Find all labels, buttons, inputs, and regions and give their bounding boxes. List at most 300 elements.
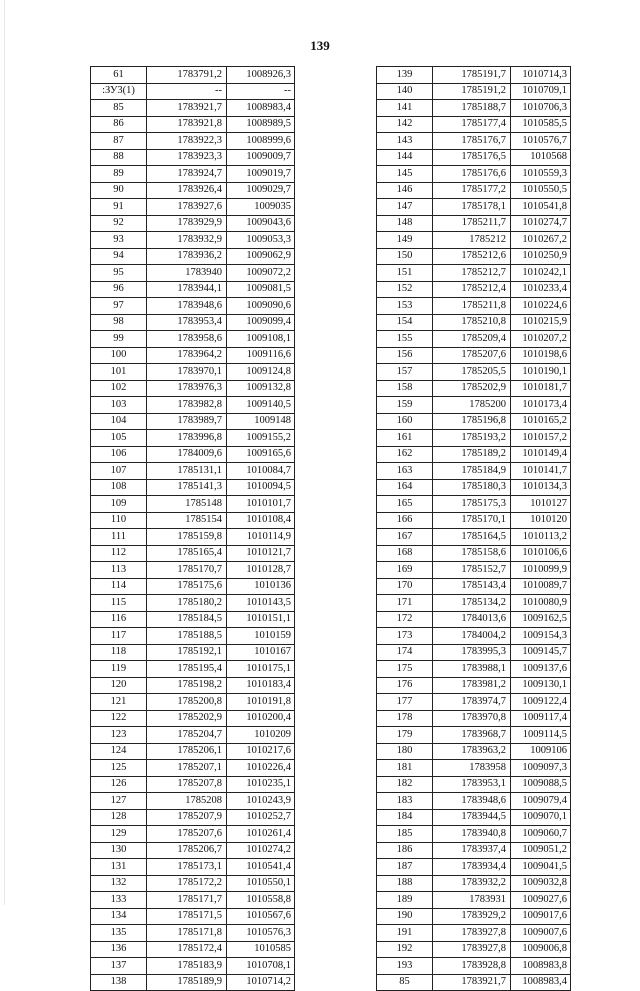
point-number-cell: 91 — [91, 199, 147, 216]
y-coordinate-cell: 1010558,8 — [227, 892, 295, 909]
x-coordinate-cell: 1783927,6 — [147, 199, 227, 216]
y-coordinate-cell: 1009117,4 — [511, 710, 571, 727]
y-coordinate-cell: 1010159 — [227, 628, 295, 645]
x-coordinate-cell: 1783929,9 — [147, 215, 227, 232]
x-coordinate-cell: 1783921,7 — [433, 974, 511, 991]
y-coordinate-cell: 1008926,3 — [227, 67, 295, 84]
x-coordinate-cell: 1785212,4 — [433, 281, 511, 298]
point-number-cell: 133 — [91, 892, 147, 909]
table-row — [91, 182, 295, 199]
y-coordinate-cell: 1010114,9 — [227, 529, 295, 546]
y-coordinate-cell: 1010165,2 — [511, 413, 571, 430]
x-coordinate-cell: 1785195,4 — [147, 661, 227, 678]
x-coordinate-cell: 1785148 — [147, 496, 227, 513]
y-coordinate-cell: 1010714,2 — [227, 974, 295, 991]
table-row — [91, 512, 295, 529]
table-row — [91, 892, 295, 909]
point-number-cell: 127 — [91, 793, 147, 810]
point-number-cell: 111 — [91, 529, 147, 546]
table-row — [91, 826, 295, 843]
point-number-cell: 175 — [377, 661, 433, 678]
table-row — [91, 743, 295, 760]
y-coordinate-cell: 1009090,6 — [227, 298, 295, 315]
y-coordinate-cell: 1010550,5 — [511, 182, 571, 199]
y-coordinate-cell: 1009070,1 — [511, 809, 571, 826]
x-coordinate-cell: 1783922,3 — [147, 133, 227, 150]
y-coordinate-cell: 1010567,6 — [227, 908, 295, 925]
x-coordinate-cell: 1785134,2 — [433, 595, 511, 612]
y-coordinate-cell: 1010084,7 — [227, 463, 295, 480]
point-number-cell: :ЗУ3(1) — [91, 83, 147, 100]
y-coordinate-cell: 1010209 — [227, 727, 295, 744]
y-coordinate-cell: 1010198,6 — [511, 347, 571, 364]
point-number-cell: 88 — [91, 149, 147, 166]
point-number-cell: 135 — [91, 925, 147, 942]
point-number-cell: 90 — [91, 182, 147, 199]
point-number-cell: 180 — [377, 743, 433, 760]
y-coordinate-cell: 1010250,9 — [511, 248, 571, 265]
point-number-cell: 136 — [91, 941, 147, 958]
x-coordinate-cell: 1783989,7 — [147, 413, 227, 430]
table-row — [377, 496, 571, 513]
scan-margin-line — [4, 0, 5, 905]
x-coordinate-cell: 1783791,2 — [147, 67, 227, 84]
x-coordinate-cell: 1785173,1 — [147, 859, 227, 876]
point-number-cell: 120 — [91, 677, 147, 694]
table-row — [377, 545, 571, 562]
point-number-cell: 98 — [91, 314, 147, 331]
x-coordinate-cell: 1785175,3 — [433, 496, 511, 513]
table-row — [377, 826, 571, 843]
table-row — [91, 809, 295, 826]
y-coordinate-cell: 1009148 — [227, 413, 295, 430]
point-number-cell: 160 — [377, 413, 433, 430]
point-number-cell: 186 — [377, 842, 433, 859]
x-coordinate-cell: 1785191,7 — [433, 67, 511, 84]
table-row — [91, 562, 295, 579]
y-coordinate-cell: 1009032,8 — [511, 875, 571, 892]
table-row — [91, 727, 295, 744]
x-coordinate-cell: 1785164,5 — [433, 529, 511, 546]
point-number-cell: 121 — [91, 694, 147, 711]
x-coordinate-cell: 1783932,9 — [147, 232, 227, 249]
point-number-cell: 119 — [91, 661, 147, 678]
x-coordinate-cell: 1785209,4 — [433, 331, 511, 348]
y-coordinate-cell: 1010235,1 — [227, 776, 295, 793]
y-coordinate-cell: 1010541,4 — [227, 859, 295, 876]
x-coordinate-cell: 1783970,1 — [147, 364, 227, 381]
point-number-cell: 108 — [91, 479, 147, 496]
table-row — [377, 199, 571, 216]
y-coordinate-cell: 1009062,9 — [227, 248, 295, 265]
table-row — [377, 430, 571, 447]
y-coordinate-cell: 1010559,3 — [511, 166, 571, 183]
table-row — [377, 842, 571, 859]
x-coordinate-cell: 1785184,5 — [147, 611, 227, 628]
x-coordinate-cell: 1785188,7 — [433, 100, 511, 117]
y-coordinate-cell: 1010106,6 — [511, 545, 571, 562]
point-number-cell: 157 — [377, 364, 433, 381]
coordinates-table-left-body — [91, 67, 295, 991]
table-row — [377, 512, 571, 529]
x-coordinate-cell: 1783924,7 — [147, 166, 227, 183]
y-coordinate-cell: 1009097,3 — [511, 760, 571, 777]
x-coordinate-cell: 1785191,2 — [433, 83, 511, 100]
point-number-cell: 85 — [377, 974, 433, 991]
x-coordinate-cell: 1785207,1 — [147, 760, 227, 777]
x-coordinate-cell: 1783927,8 — [433, 941, 511, 958]
y-coordinate-cell: -- — [227, 83, 295, 100]
table-row — [91, 644, 295, 661]
y-coordinate-cell: 1010167 — [227, 644, 295, 661]
table-row — [91, 430, 295, 447]
table-row — [377, 446, 571, 463]
x-coordinate-cell: 1785171,8 — [147, 925, 227, 942]
x-coordinate-cell: 1783944,1 — [147, 281, 227, 298]
page-number: 139 — [310, 38, 330, 53]
point-number-cell: 85 — [91, 100, 147, 117]
y-coordinate-cell: 1010173,4 — [511, 397, 571, 414]
table-row — [377, 166, 571, 183]
x-coordinate-cell: 1785189,2 — [433, 446, 511, 463]
table-row — [377, 248, 571, 265]
table-row — [91, 248, 295, 265]
table-row — [377, 908, 571, 925]
table-row — [377, 331, 571, 348]
x-coordinate-cell: 1783976,3 — [147, 380, 227, 397]
y-coordinate-cell: 1008983,4 — [227, 100, 295, 117]
point-number-cell: 193 — [377, 958, 433, 975]
point-number-cell: 131 — [91, 859, 147, 876]
table-row — [91, 545, 295, 562]
table-row — [377, 958, 571, 975]
point-number-cell: 190 — [377, 908, 433, 925]
y-coordinate-cell: 1009114,5 — [511, 727, 571, 744]
table-row — [91, 413, 295, 430]
point-number-cell: 104 — [91, 413, 147, 430]
table-row — [91, 941, 295, 958]
x-coordinate-cell: 1784004,2 — [433, 628, 511, 645]
table-row — [91, 83, 295, 100]
coordinates-table-right — [376, 66, 571, 991]
x-coordinate-cell: 1783931 — [433, 892, 511, 909]
y-coordinate-cell: 1010274,2 — [227, 842, 295, 859]
table-row — [377, 892, 571, 909]
point-number-cell: 173 — [377, 628, 433, 645]
x-coordinate-cell: 1785180,3 — [433, 479, 511, 496]
point-number-cell: 145 — [377, 166, 433, 183]
point-number-cell: 182 — [377, 776, 433, 793]
point-number-cell: 146 — [377, 182, 433, 199]
x-coordinate-cell: 1785206,1 — [147, 743, 227, 760]
point-number-cell: 128 — [91, 809, 147, 826]
table-row — [91, 661, 295, 678]
point-number-cell: 125 — [91, 760, 147, 777]
table-row — [91, 760, 295, 777]
y-coordinate-cell: 1010261,4 — [227, 826, 295, 843]
x-coordinate-cell: 1783996,8 — [147, 430, 227, 447]
table-row — [377, 182, 571, 199]
y-coordinate-cell: 1009072,2 — [227, 265, 295, 282]
x-coordinate-cell: 1783944,5 — [433, 809, 511, 826]
point-number-cell: 159 — [377, 397, 433, 414]
y-coordinate-cell: 1010157,2 — [511, 430, 571, 447]
table-row — [377, 529, 571, 546]
x-coordinate-cell: 1785171,5 — [147, 908, 227, 925]
table-row — [91, 265, 295, 282]
x-coordinate-cell: 1785207,6 — [147, 826, 227, 843]
y-coordinate-cell: 1009027,6 — [511, 892, 571, 909]
y-coordinate-cell: 1010121,7 — [227, 545, 295, 562]
x-coordinate-cell: 1783940 — [147, 265, 227, 282]
x-coordinate-cell: 1784009,6 — [147, 446, 227, 463]
table-row — [377, 67, 571, 84]
table-row — [91, 595, 295, 612]
x-coordinate-cell: 1784013,6 — [433, 611, 511, 628]
table-row — [91, 842, 295, 859]
table-row — [91, 677, 295, 694]
x-coordinate-cell: 1783932,2 — [433, 875, 511, 892]
point-number-cell: 153 — [377, 298, 433, 315]
point-number-cell: 92 — [91, 215, 147, 232]
point-number-cell: 176 — [377, 677, 433, 694]
point-number-cell: 158 — [377, 380, 433, 397]
point-number-cell: 110 — [91, 512, 147, 529]
table-row — [377, 628, 571, 645]
x-coordinate-cell: 1783934,4 — [433, 859, 511, 876]
x-coordinate-cell: 1783923,3 — [147, 149, 227, 166]
x-coordinate-cell: 1785158,6 — [433, 545, 511, 562]
point-number-cell: 138 — [91, 974, 147, 991]
y-coordinate-cell: 1010108,4 — [227, 512, 295, 529]
point-number-cell: 148 — [377, 215, 433, 232]
y-coordinate-cell: 1009132,8 — [227, 380, 295, 397]
y-coordinate-cell: 1009155,2 — [227, 430, 295, 447]
y-coordinate-cell: 1010175,1 — [227, 661, 295, 678]
x-coordinate-cell: 1785206,7 — [147, 842, 227, 859]
y-coordinate-cell: 1009124,8 — [227, 364, 295, 381]
table-row — [377, 100, 571, 117]
table-row — [377, 694, 571, 711]
x-coordinate-cell: 1785165,4 — [147, 545, 227, 562]
point-number-cell: 162 — [377, 446, 433, 463]
y-coordinate-cell: 1010242,1 — [511, 265, 571, 282]
table-row — [377, 776, 571, 793]
x-coordinate-cell: 1785208 — [147, 793, 227, 810]
y-coordinate-cell: 1010149,4 — [511, 446, 571, 463]
point-number-cell: 109 — [91, 496, 147, 513]
y-coordinate-cell: 1009162,5 — [511, 611, 571, 628]
y-coordinate-cell: 1010252,7 — [227, 809, 295, 826]
y-coordinate-cell: 1010550,1 — [227, 875, 295, 892]
y-coordinate-cell: 1009009,7 — [227, 149, 295, 166]
x-coordinate-cell: 1783981,2 — [433, 677, 511, 694]
point-number-cell: 191 — [377, 925, 433, 942]
point-number-cell: 61 — [91, 67, 147, 84]
x-coordinate-cell: 1783926,4 — [147, 182, 227, 199]
point-number-cell: 126 — [91, 776, 147, 793]
table-row — [91, 776, 295, 793]
table-row — [377, 133, 571, 150]
point-number-cell: 102 — [91, 380, 147, 397]
y-coordinate-cell: 1009088,5 — [511, 776, 571, 793]
x-coordinate-cell: 1785171,7 — [147, 892, 227, 909]
x-coordinate-cell: 1785180,2 — [147, 595, 227, 612]
y-coordinate-cell: 1010568 — [511, 149, 571, 166]
point-number-cell: 122 — [91, 710, 147, 727]
x-coordinate-cell: 1785211,8 — [433, 298, 511, 315]
point-number-cell: 103 — [91, 397, 147, 414]
x-coordinate-cell: 1785188,5 — [147, 628, 227, 645]
point-number-cell: 143 — [377, 133, 433, 150]
point-number-cell: 106 — [91, 446, 147, 463]
table-row — [91, 875, 295, 892]
x-coordinate-cell: 1785212,7 — [433, 265, 511, 282]
x-coordinate-cell: 1785170,7 — [147, 562, 227, 579]
table-row — [91, 628, 295, 645]
x-coordinate-cell: 1785210,8 — [433, 314, 511, 331]
point-number-cell: 141 — [377, 100, 433, 117]
x-coordinate-cell: 1783937,4 — [433, 842, 511, 859]
y-coordinate-cell: 1009029,7 — [227, 182, 295, 199]
point-number-cell: 142 — [377, 116, 433, 133]
table-row — [377, 83, 571, 100]
y-coordinate-cell: 1010134,3 — [511, 479, 571, 496]
table-row — [377, 859, 571, 876]
table-row — [377, 578, 571, 595]
point-number-cell: 100 — [91, 347, 147, 364]
table-row — [377, 925, 571, 942]
table-row — [377, 413, 571, 430]
table-row — [91, 314, 295, 331]
x-coordinate-cell: 1783974,7 — [433, 694, 511, 711]
point-number-cell: 114 — [91, 578, 147, 595]
y-coordinate-cell: 1010128,7 — [227, 562, 295, 579]
table-row — [91, 199, 295, 216]
table-row — [91, 149, 295, 166]
y-coordinate-cell: 1010094,5 — [227, 479, 295, 496]
y-coordinate-cell: 1010224,6 — [511, 298, 571, 315]
y-coordinate-cell: 1010183,4 — [227, 677, 295, 694]
point-number-cell: 134 — [91, 908, 147, 925]
x-coordinate-cell: 1785159,8 — [147, 529, 227, 546]
point-number-cell: 107 — [91, 463, 147, 480]
point-number-cell: 183 — [377, 793, 433, 810]
table-row — [91, 694, 295, 711]
x-coordinate-cell: 1785143,4 — [433, 578, 511, 595]
x-coordinate-cell: 1783958,6 — [147, 331, 227, 348]
x-coordinate-cell: 1785193,2 — [433, 430, 511, 447]
x-coordinate-cell: 1783953,1 — [433, 776, 511, 793]
point-number-cell: 130 — [91, 842, 147, 859]
y-coordinate-cell: 1010181,7 — [511, 380, 571, 397]
table-row — [91, 958, 295, 975]
table-row — [377, 116, 571, 133]
point-number-cell: 93 — [91, 232, 147, 249]
table-row — [91, 479, 295, 496]
table-row — [377, 347, 571, 364]
y-coordinate-cell: 1009106 — [511, 743, 571, 760]
y-coordinate-cell: 1010541,8 — [511, 199, 571, 216]
point-number-cell: 189 — [377, 892, 433, 909]
table-row — [91, 397, 295, 414]
y-coordinate-cell: 1009079,4 — [511, 793, 571, 810]
y-coordinate-cell: 1010207,2 — [511, 331, 571, 348]
point-number-cell: 112 — [91, 545, 147, 562]
x-coordinate-cell: 1785192,1 — [147, 644, 227, 661]
point-number-cell: 168 — [377, 545, 433, 562]
point-number-cell: 118 — [91, 644, 147, 661]
point-number-cell: 139 — [377, 67, 433, 84]
table-row — [377, 479, 571, 496]
x-coordinate-cell: 1785184,9 — [433, 463, 511, 480]
x-coordinate-cell: -- — [147, 83, 227, 100]
point-number-cell: 164 — [377, 479, 433, 496]
x-coordinate-cell: 1785176,6 — [433, 166, 511, 183]
point-number-cell: 178 — [377, 710, 433, 727]
table-row — [91, 116, 295, 133]
point-number-cell: 86 — [91, 116, 147, 133]
y-coordinate-cell: 1010113,2 — [511, 529, 571, 546]
point-number-cell: 165 — [377, 496, 433, 513]
x-coordinate-cell: 1785211,7 — [433, 215, 511, 232]
y-coordinate-cell: 1009130,1 — [511, 677, 571, 694]
table-row — [377, 298, 571, 315]
x-coordinate-cell: 1785198,2 — [147, 677, 227, 694]
x-coordinate-cell: 1785202,9 — [433, 380, 511, 397]
point-number-cell: 140 — [377, 83, 433, 100]
y-coordinate-cell: 1010576,7 — [511, 133, 571, 150]
y-coordinate-cell: 1009007,6 — [511, 925, 571, 942]
table-row — [91, 463, 295, 480]
x-coordinate-cell: 1783964,2 — [147, 347, 227, 364]
point-number-cell: 155 — [377, 331, 433, 348]
x-coordinate-cell: 1785207,6 — [433, 347, 511, 364]
point-number-cell: 150 — [377, 248, 433, 265]
point-number-cell: 161 — [377, 430, 433, 447]
point-number-cell: 172 — [377, 611, 433, 628]
table-row — [377, 760, 571, 777]
x-coordinate-cell: 1785131,1 — [147, 463, 227, 480]
y-coordinate-cell: 1009145,7 — [511, 644, 571, 661]
table-row — [91, 232, 295, 249]
y-coordinate-cell: 1010714,3 — [511, 67, 571, 84]
y-coordinate-cell: 1009017,6 — [511, 908, 571, 925]
y-coordinate-cell: 1010215,9 — [511, 314, 571, 331]
table-row — [377, 562, 571, 579]
y-coordinate-cell: 1009099,4 — [227, 314, 295, 331]
x-coordinate-cell: 1785176,7 — [433, 133, 511, 150]
y-coordinate-cell: 1009165,6 — [227, 446, 295, 463]
x-coordinate-cell: 1783940,8 — [433, 826, 511, 843]
y-coordinate-cell: 1009108,1 — [227, 331, 295, 348]
x-coordinate-cell: 1783948,6 — [433, 793, 511, 810]
table-row — [377, 875, 571, 892]
y-coordinate-cell: 1010274,7 — [511, 215, 571, 232]
table-row — [91, 710, 295, 727]
point-number-cell: 132 — [91, 875, 147, 892]
y-coordinate-cell: 1010101,7 — [227, 496, 295, 513]
x-coordinate-cell: 1783970,8 — [433, 710, 511, 727]
table-row — [91, 331, 295, 348]
table-row — [91, 908, 295, 925]
point-number-cell: 117 — [91, 628, 147, 645]
point-number-cell: 95 — [91, 265, 147, 282]
x-coordinate-cell: 1785202,9 — [147, 710, 227, 727]
y-coordinate-cell: 1009081,5 — [227, 281, 295, 298]
y-coordinate-cell: 1008983,8 — [511, 958, 571, 975]
point-number-cell: 177 — [377, 694, 433, 711]
